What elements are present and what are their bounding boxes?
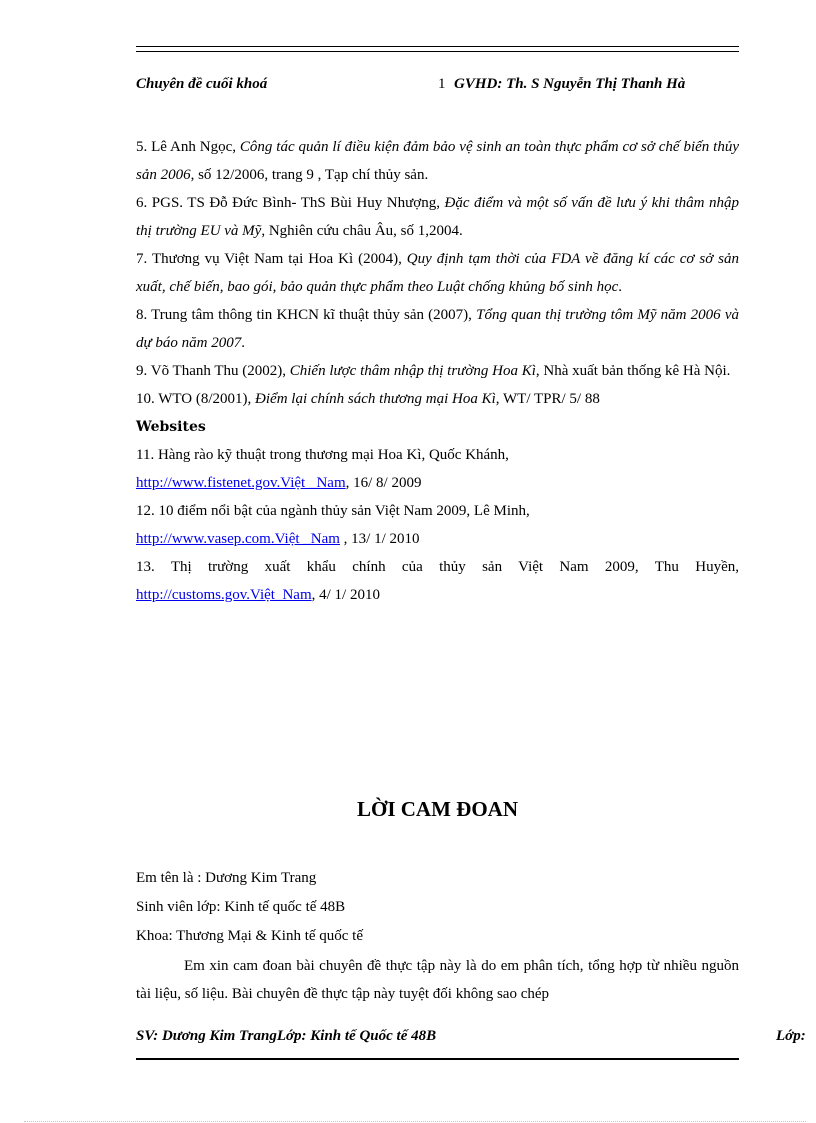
student-name: Em tên là : Dương Kim Trang bbox=[136, 870, 317, 886]
reference-link[interactable]: http://www.fistenet.gov.Việt _Nam bbox=[136, 475, 346, 491]
websites-heading: Websites bbox=[136, 419, 206, 435]
page-header bbox=[136, 76, 739, 96]
student-faculty: Khoa: Thương Mại & Kinh tế quốc tế bbox=[136, 928, 363, 944]
reference-list bbox=[136, 133, 739, 609]
footer-rule bbox=[136, 1058, 739, 1060]
page-break-line bbox=[24, 1121, 806, 1122]
reference-link[interactable]: http://customs.gov.Việt_Nam bbox=[136, 587, 312, 603]
reference-item: 7. Thương vụ Việt Nam tại Hoa Kì (2004), Quy định tạm thời của FDA về đăng kí các cơ sở sản xuất, chế biến, bao gói, bảo quản thực phẩm theo Luật chống khủng bố sinh học. bbox=[136, 251, 740, 295]
header-supervisor: GVHD: Th. S Nguyễn Thị Thanh Hà bbox=[454, 76, 686, 92]
reference-item: 9. Võ Thanh Thu (2002), Chiến lược thâm nhập thị trường Hoa Kì, Nhà xuất bản thống kê Hà Nội. bbox=[136, 363, 731, 379]
web-reference-item: 12. 10 điểm nổi bật của ngành thủy sản Việt Nam 2009, Lê Minh, http://www.vasep.com.Việt _Nam , 13/ 1/ 2010 bbox=[136, 503, 530, 547]
header-page-number: 1 bbox=[438, 76, 446, 92]
declaration-title: LỜI CAM ĐOAN bbox=[357, 797, 518, 821]
reference-item: 5. Lê Anh Ngọc, Công tác quản lí điều kiện đảm bảo vệ sinh an toàn thực phẩm cơ sở chế biến thủy sản 2006, số 12/2006, trang 9 , Tạp chí thủy sản. bbox=[136, 139, 740, 183]
footer-class: Lớp: bbox=[776, 1028, 806, 1044]
reference-item: 6. PGS. TS Đỗ Đức Bình- ThS Bùi Huy Nhượng, Đặc điểm và một số vấn đề lưu ý khi thâm nhập thị trường EU và Mỹ, Nghiên cứu châu Âu, số 1,2004. bbox=[136, 195, 740, 239]
declaration-body bbox=[136, 864, 739, 1008]
web-reference-item: 11. Hàng rào kỹ thuật trong thương mại Hoa Kì, Quốc Khánh, http://www.fistenet.gov.Việt _Nam, 16/ 8/ 2009 bbox=[136, 447, 509, 491]
header-rule bbox=[136, 46, 739, 52]
web-reference-item: 13. Thị trường xuất khẩu chính của thủy sản Việt Nam 2009, Thu Huyền, http://customs.gov.Việt_Nam, 4/ 1/ 2010 bbox=[136, 559, 739, 603]
reference-link[interactable]: http://www.vasep.com.Việt _Nam bbox=[136, 531, 340, 547]
header-course-title: Chuyên đề cuối khoá bbox=[136, 76, 268, 92]
reference-item: 8. Trung tâm thông tin KHCN kĩ thuật thủy sản (2007), Tổng quan thị trường tôm Mỹ năm 2006 và dự báo năm 2007. bbox=[136, 307, 740, 351]
student-class: Sinh viên lớp: Kinh tế quốc tế 48B bbox=[136, 899, 346, 915]
footer-student: SV: Dương Kim TrangLớp: Kinh tế Quốc tế 48B bbox=[136, 1028, 437, 1044]
page-footer bbox=[136, 1028, 816, 1048]
declaration-paragraph: Em xin cam đoan bài chuyên đề thực tập này là do em phân tích, tổng hợp từ nhiều nguồn tài liệu, số liệu. Bài chuyên đề thực tập này tuyệt đối không sao chép bbox=[136, 958, 739, 1002]
reference-item: 10. WTO (8/2001), Điểm lại chính sách thương mại Hoa Kì, WT/ TPR/ 5/ 88 bbox=[136, 391, 600, 407]
